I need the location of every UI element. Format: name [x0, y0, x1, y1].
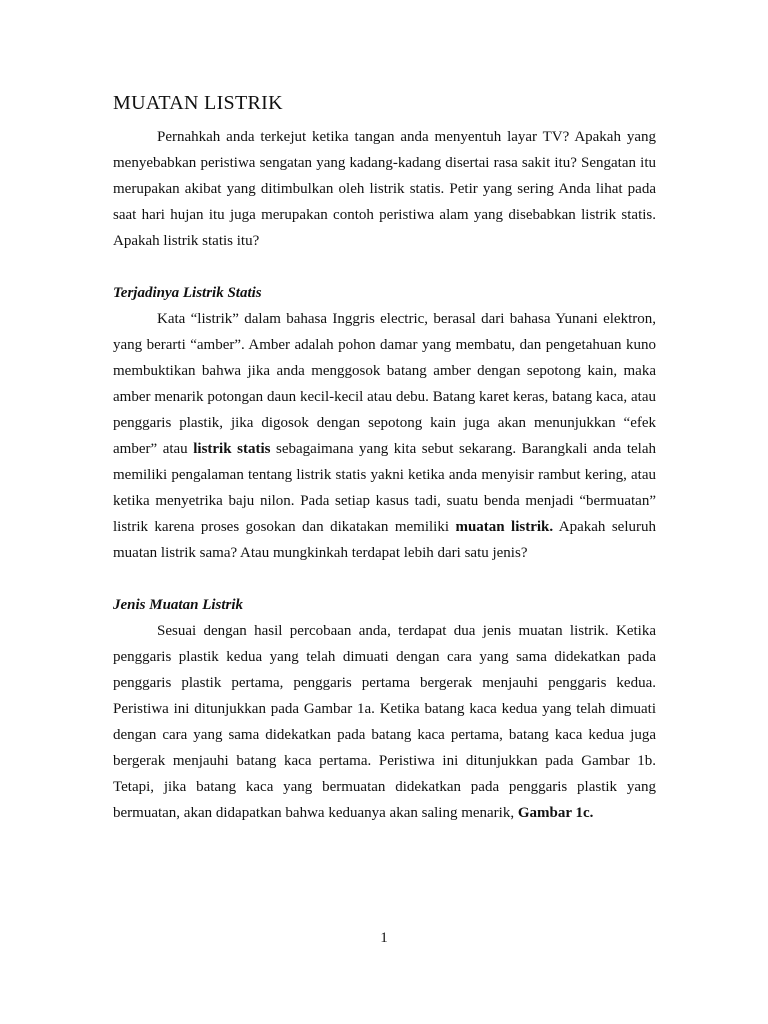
page-number: 1	[380, 930, 388, 946]
bold-term-gambar-1c: Gambar 1c.	[517, 805, 594, 821]
intro-paragraph	[113, 124, 656, 254]
text-run: sebagaimana yang kita sebut sekarang. Barangkali anda telah memiliki pengalaman tentang listrik statis yakni ketika anda menyisir rambut kering, atau ketika menyetrika baju nilon. Pada setiap kasus tadi, suatu benda menjadi “bermuatan” listrik karena proses gosokan dan dikatakan memiliki	[113, 441, 657, 535]
text-run: Sesuai dengan hasil percobaan anda, terdapat dua jenis muatan listrik. Ketika penggaris plastik kedua yang telah dimuati dengan cara yang sama didekatkan pada penggaris plastik pertama, penggaris pertama bergerak menjauhi penggaris kedua. Peristiwa ini ditunjukkan pada Gambar 1a. Ketika batang kaca kedua yang telah dimuati dengan cara yang sama didekatkan pada batang kaca pertama, batang kaca kedua juga bergerak menjauhi batang kaca pertama. Peristiwa ini ditunjukkan pada Gambar 1b. Tetapi, jika batang kaca yang bermuatan didekatkan pada penggaris plastik yang bermuatan, akan didapatkan bahwa keduanya akan saling menarik,	[113, 623, 656, 821]
page-content	[113, 90, 656, 826]
text-run: Apakah seluruh muatan listrik sama? Atau mungkinkah terdapat lebih dari satu jenis?	[113, 519, 656, 561]
bold-term-listrik-statis: listrik statis	[193, 441, 271, 457]
bold-term-muatan-listrik: muatan listrik.	[455, 519, 554, 535]
text-run: Kata “listrik” dalam bahasa Inggris electric, berasal dari bahasa Yunani elektron, yang berarti “amber”. Amber adalah pohon damar yang membatu, dan pengetahuan kuno membuktikan bahwa jika anda menggosok batang amber dengan sepotong kain, maka amber menarik potongan daun kecil-kecil atau debu. Batang karet keras, batang kaca, atau penggaris plastik, jika digosok dengan sepotong kain juga akan menunjukkan “efek amber” atau	[113, 311, 656, 457]
paragraph-terjadinya	[113, 306, 656, 566]
paragraph-jenis	[113, 618, 656, 826]
section-heading-jenis: Jenis Muatan Listrik	[113, 597, 244, 613]
document-title: MUATAN LISTRIK	[113, 92, 283, 114]
text-run: Pernahkah anda terkejut ketika tangan anda menyentuh layar TV? Apakah yang menyebabkan peristiwa sengatan yang kadang-kadang disertai rasa sakit itu? Sengatan itu merupakan akibat yang ditimbulkan oleh listrik statis. Petir yang sering Anda lihat pada saat hari hujan itu juga merupakan contoh peristiwa alam yang disebabkan listrik statis. Apakah listrik statis itu?	[113, 129, 656, 249]
section-heading-terjadinya: Terjadinya Listrik Statis	[113, 285, 262, 301]
section-spacer	[113, 254, 656, 280]
section-spacer	[113, 566, 656, 592]
